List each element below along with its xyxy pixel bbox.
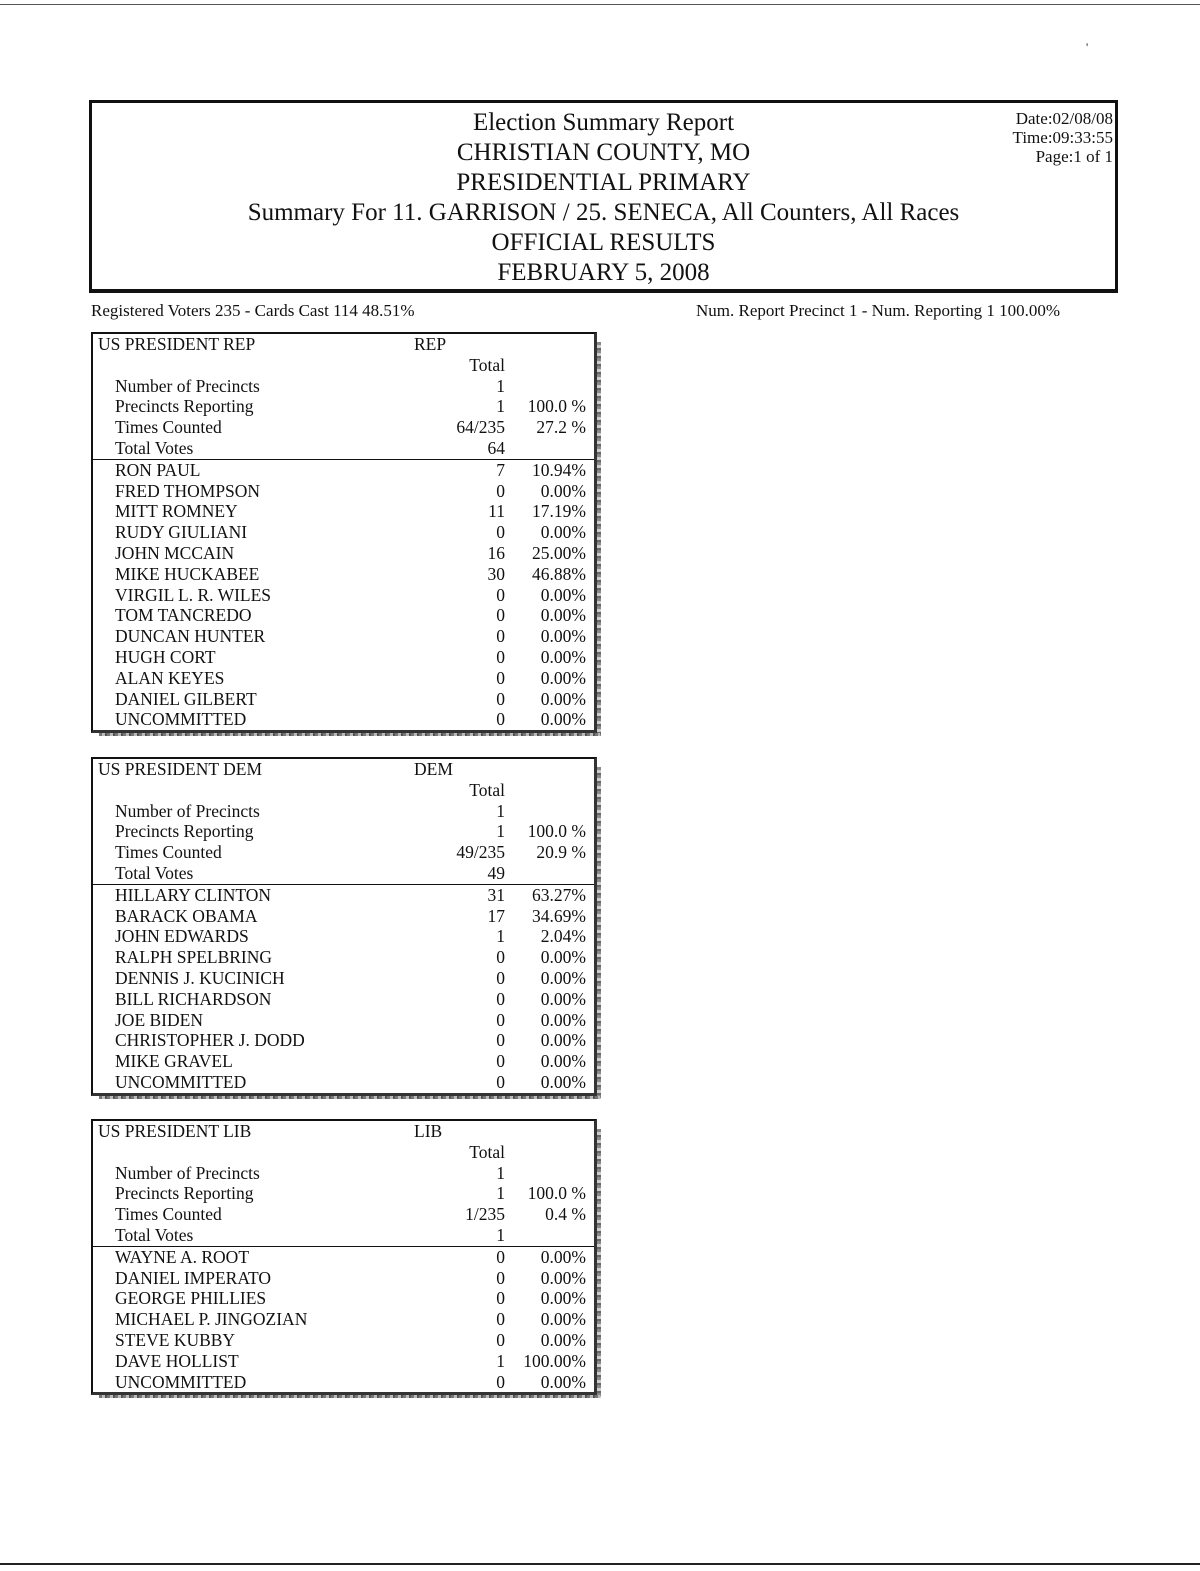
summary-total: 1 xyxy=(496,1224,505,1245)
candidate-votes: 0 xyxy=(496,1309,505,1330)
candidate-votes: 0 xyxy=(496,709,505,730)
candidate-row xyxy=(93,885,594,906)
total-header-row xyxy=(93,780,594,801)
candidate-name: JOHN EDWARDS xyxy=(115,926,249,947)
candidate-row xyxy=(93,564,594,585)
candidate-name: RUDY GIULIANI xyxy=(115,522,248,543)
candidate-name: FRED THOMPSON xyxy=(115,480,261,501)
total-header-row xyxy=(93,355,594,376)
candidate-name: BILL RICHARDSON xyxy=(115,988,272,1009)
summary-percent: 27.2 % xyxy=(536,417,586,438)
candidate-votes: 1 xyxy=(496,1350,505,1371)
candidate-votes: 0 xyxy=(496,1267,505,1288)
race-title-row xyxy=(93,1121,594,1142)
candidate-percent: 10.94% xyxy=(532,459,586,480)
summary-label: Precincts Reporting xyxy=(115,396,254,417)
candidate-votes: 0 xyxy=(496,947,505,968)
candidate-name: JOHN MCCAIN xyxy=(115,542,235,563)
summary-row xyxy=(93,1204,594,1225)
candidate-name: MIKE HUCKABEE xyxy=(115,563,260,584)
candidate-votes: 0 xyxy=(496,967,505,988)
candidate-row xyxy=(93,460,594,481)
candidate-votes: 0 xyxy=(496,584,505,605)
total-column-header: Total xyxy=(469,354,505,375)
candidate-name: UNCOMMITTED xyxy=(115,1371,247,1392)
summary-total: 49 xyxy=(487,862,505,883)
candidate-row xyxy=(93,1072,594,1093)
candidate-percent: 0.00% xyxy=(540,709,586,730)
candidate-votes: 0 xyxy=(496,646,505,667)
total-column-header: Total xyxy=(469,779,505,800)
summary-row xyxy=(93,821,594,842)
candidate-row xyxy=(93,1288,594,1309)
election-date: FEBRUARY 5, 2008 xyxy=(497,259,710,286)
candidate-name: VIRGIL L. R. WILES xyxy=(115,584,272,605)
candidate-percent: 0.00% xyxy=(540,1030,586,1051)
candidate-row xyxy=(93,1351,594,1372)
top-rule xyxy=(0,4,1200,5)
candidate-votes: 1 xyxy=(496,926,505,947)
candidate-percent: 0.00% xyxy=(540,988,586,1009)
summary-row xyxy=(93,417,594,438)
summary-row xyxy=(93,396,594,417)
report-meta xyxy=(1013,109,1113,166)
candidate-name: DANIEL GILBERT xyxy=(115,688,257,709)
candidate-votes: 17 xyxy=(487,905,505,926)
candidate-row xyxy=(93,1051,594,1072)
candidate-percent: 0.00% xyxy=(540,688,586,709)
summary-label: Number of Precincts xyxy=(115,1162,260,1183)
candidate-name: STEVE KUBBY xyxy=(115,1329,236,1350)
candidate-row xyxy=(93,947,594,968)
candidate-name: DUNCAN HUNTER xyxy=(115,626,266,647)
candidate-name: DAVE HOLLIST xyxy=(115,1350,239,1371)
candidate-name: MIKE GRAVEL xyxy=(115,1051,233,1072)
candidate-votes: 0 xyxy=(496,522,505,543)
summary-percent: 100.0 % xyxy=(527,1183,586,1204)
candidate-name: UNCOMMITTED xyxy=(115,709,247,730)
candidate-name: RON PAUL xyxy=(115,459,201,480)
results-status: OFFICIAL RESULTS xyxy=(491,229,716,256)
report-date: Date:02/08/08 xyxy=(1015,109,1113,128)
candidate-name: HILLARY CLINTON xyxy=(115,884,272,905)
candidate-name: HUGH CORT xyxy=(115,646,216,667)
race-title-row xyxy=(93,759,594,780)
candidate-name: BARACK OBAMA xyxy=(115,905,258,926)
candidate-votes: 31 xyxy=(487,884,505,905)
candidate-row xyxy=(93,668,594,689)
candidate-row xyxy=(93,1372,594,1393)
summary-row xyxy=(93,376,594,397)
candidate-percent: 0.00% xyxy=(540,1009,586,1030)
race-title-row xyxy=(93,334,594,355)
summary-label: Precincts Reporting xyxy=(115,821,254,842)
candidate-percent: 46.88% xyxy=(532,563,586,584)
summary-row xyxy=(93,1183,594,1204)
summary-total: 49/235 xyxy=(456,842,505,863)
candidate-percent: 0.00% xyxy=(540,1246,586,1267)
candidate-percent: 34.69% xyxy=(532,905,586,926)
candidate-votes: 0 xyxy=(496,1030,505,1051)
candidate-percent: 0.00% xyxy=(540,947,586,968)
candidate-percent: 0.00% xyxy=(540,1371,586,1392)
summary-total: 1/235 xyxy=(465,1204,505,1225)
report-header xyxy=(89,100,1118,293)
summary-total: 1 xyxy=(496,1183,505,1204)
candidate-votes: 0 xyxy=(496,1051,505,1072)
candidate-name: ALAN KEYES xyxy=(115,667,225,688)
total-column-header: Total xyxy=(469,1141,505,1162)
candidate-row xyxy=(93,501,594,522)
summary-row xyxy=(93,438,594,460)
candidate-name: MICHAEL P. JINGOZIAN xyxy=(115,1309,308,1330)
summary-total: 1 xyxy=(496,375,505,396)
summary-scope: Summary For 11. GARRISON / 25. SENECA, All Counters, All Races xyxy=(247,199,960,226)
county-name: CHRISTIAN COUNTY, MO xyxy=(456,139,751,166)
candidate-votes: 0 xyxy=(496,1371,505,1392)
candidate-votes: 0 xyxy=(496,605,505,626)
summary-label: Total Votes xyxy=(115,1224,194,1245)
candidate-percent: 0.00% xyxy=(540,1267,586,1288)
summary-label: Number of Precincts xyxy=(115,800,260,821)
candidate-row xyxy=(93,626,594,647)
candidate-votes: 0 xyxy=(496,626,505,647)
summary-row xyxy=(93,1225,594,1247)
summary-row xyxy=(93,1163,594,1184)
candidate-row xyxy=(93,689,594,710)
summary-label: Times Counted xyxy=(115,842,222,863)
candidate-percent: 0.00% xyxy=(540,646,586,667)
candidate-row xyxy=(93,1309,594,1330)
candidate-votes: 0 xyxy=(496,480,505,501)
candidate-row xyxy=(93,1268,594,1289)
candidate-percent: 0.00% xyxy=(540,967,586,988)
candidate-row xyxy=(93,647,594,668)
summary-total: 1 xyxy=(496,821,505,842)
summary-label: Precincts Reporting xyxy=(115,1183,254,1204)
precinct-reporting-stat: Num. Report Precinct 1 - Num. Reporting 1 100.00% xyxy=(696,301,1061,320)
summary-label: Total Votes xyxy=(115,862,194,883)
race-name: US PRESIDENT DEM xyxy=(98,759,263,779)
candidate-row xyxy=(93,1030,594,1051)
candidate-name: TOM TANCREDO xyxy=(115,605,252,626)
candidate-votes: 0 xyxy=(496,1071,505,1092)
candidate-row xyxy=(93,709,594,730)
candidate-name: UNCOMMITTED xyxy=(115,1071,247,1092)
candidate-percent: 0.00% xyxy=(540,1051,586,1072)
candidate-percent: 0.00% xyxy=(540,522,586,543)
candidate-name: WAYNE A. ROOT xyxy=(115,1246,250,1267)
candidate-percent: 17.19% xyxy=(532,501,586,522)
report-title: Election Summary Report xyxy=(472,109,735,136)
summary-total: 1 xyxy=(496,396,505,417)
candidate-votes: 16 xyxy=(487,542,505,563)
candidate-row xyxy=(93,968,594,989)
candidate-percent: 0.00% xyxy=(540,626,586,647)
candidate-percent: 0.00% xyxy=(540,1071,586,1092)
candidate-row xyxy=(93,543,594,564)
summary-label: Total Votes xyxy=(115,437,194,458)
candidate-row xyxy=(93,989,594,1010)
race-box-rep xyxy=(91,332,597,733)
summary-row xyxy=(93,842,594,863)
candidate-percent: 0.00% xyxy=(540,667,586,688)
candidate-row xyxy=(93,481,594,502)
candidate-percent: 0.00% xyxy=(540,480,586,501)
race-name: US PRESIDENT LIB xyxy=(98,1121,252,1141)
candidate-name: DANIEL IMPERATO xyxy=(115,1267,272,1288)
candidate-name: JOE BIDEN xyxy=(115,1009,203,1030)
summary-total: 1 xyxy=(496,1162,505,1183)
race-party: REP xyxy=(414,334,447,354)
candidate-row xyxy=(93,605,594,626)
summary-percent: 20.9 % xyxy=(536,842,586,863)
summary-row xyxy=(93,801,594,822)
registered-voters-stat: Registered Voters 235 - Cards Cast 114 48.51% xyxy=(91,301,415,320)
election-name: PRESIDENTIAL PRIMARY xyxy=(456,169,751,196)
candidate-name: GEORGE PHILLIES xyxy=(115,1288,267,1309)
candidate-votes: 0 xyxy=(496,1009,505,1030)
candidate-votes: 11 xyxy=(488,501,505,522)
candidate-name: MITT ROMNEY xyxy=(115,501,238,522)
candidate-row xyxy=(93,522,594,543)
race-box-lib xyxy=(91,1119,597,1395)
candidate-votes: 7 xyxy=(496,459,505,480)
candidate-name: CHRISTOPHER J. DODD xyxy=(115,1030,305,1051)
candidate-name: RALPH SPELBRING xyxy=(115,947,273,968)
summary-total: 64 xyxy=(487,437,505,458)
candidate-votes: 0 xyxy=(496,667,505,688)
summary-label: Number of Precincts xyxy=(115,375,260,396)
candidate-row xyxy=(93,585,594,606)
summary-percent: 100.0 % xyxy=(527,396,586,417)
report-title-block xyxy=(92,108,1115,288)
candidate-votes: 0 xyxy=(496,688,505,709)
summary-percent: 100.0 % xyxy=(527,821,586,842)
candidate-percent: 0.00% xyxy=(540,1288,586,1309)
candidate-row xyxy=(93,906,594,927)
candidate-votes: 0 xyxy=(496,1329,505,1350)
candidate-percent: 2.04% xyxy=(540,926,586,947)
candidate-row xyxy=(93,1330,594,1351)
summary-label: Times Counted xyxy=(115,417,222,438)
candidate-percent: 0.00% xyxy=(540,1309,586,1330)
candidate-votes: 0 xyxy=(496,1246,505,1267)
candidate-percent: 0.00% xyxy=(540,584,586,605)
race-party: LIB xyxy=(414,1121,443,1141)
summary-percent: 0.4 % xyxy=(545,1204,586,1225)
candidate-votes: 30 xyxy=(487,563,505,584)
report-time: Time:09:33:55 xyxy=(1012,128,1113,147)
race-party: DEM xyxy=(414,759,453,779)
race-name: US PRESIDENT REP xyxy=(98,334,256,354)
candidate-row xyxy=(93,926,594,947)
race-box-dem xyxy=(91,757,597,1096)
candidate-row xyxy=(93,1247,594,1268)
candidate-percent: 100.00% xyxy=(523,1350,586,1371)
total-header-row xyxy=(93,1142,594,1163)
bottom-rule xyxy=(0,1563,1200,1565)
candidate-row xyxy=(93,1010,594,1031)
scan-speck: ' xyxy=(1086,40,1089,54)
candidate-percent: 0.00% xyxy=(540,1329,586,1350)
candidate-percent: 0.00% xyxy=(540,605,586,626)
candidate-votes: 0 xyxy=(496,1288,505,1309)
candidate-percent: 25.00% xyxy=(532,542,586,563)
candidate-votes: 0 xyxy=(496,988,505,1009)
candidate-percent: 63.27% xyxy=(532,884,586,905)
summary-total: 64/235 xyxy=(456,417,505,438)
candidate-name: DENNIS J. KUCINICH xyxy=(115,967,285,988)
summary-label: Times Counted xyxy=(115,1204,222,1225)
summary-total: 1 xyxy=(496,800,505,821)
summary-row xyxy=(93,863,594,885)
report-page: Page:1 of 1 xyxy=(1035,147,1113,166)
